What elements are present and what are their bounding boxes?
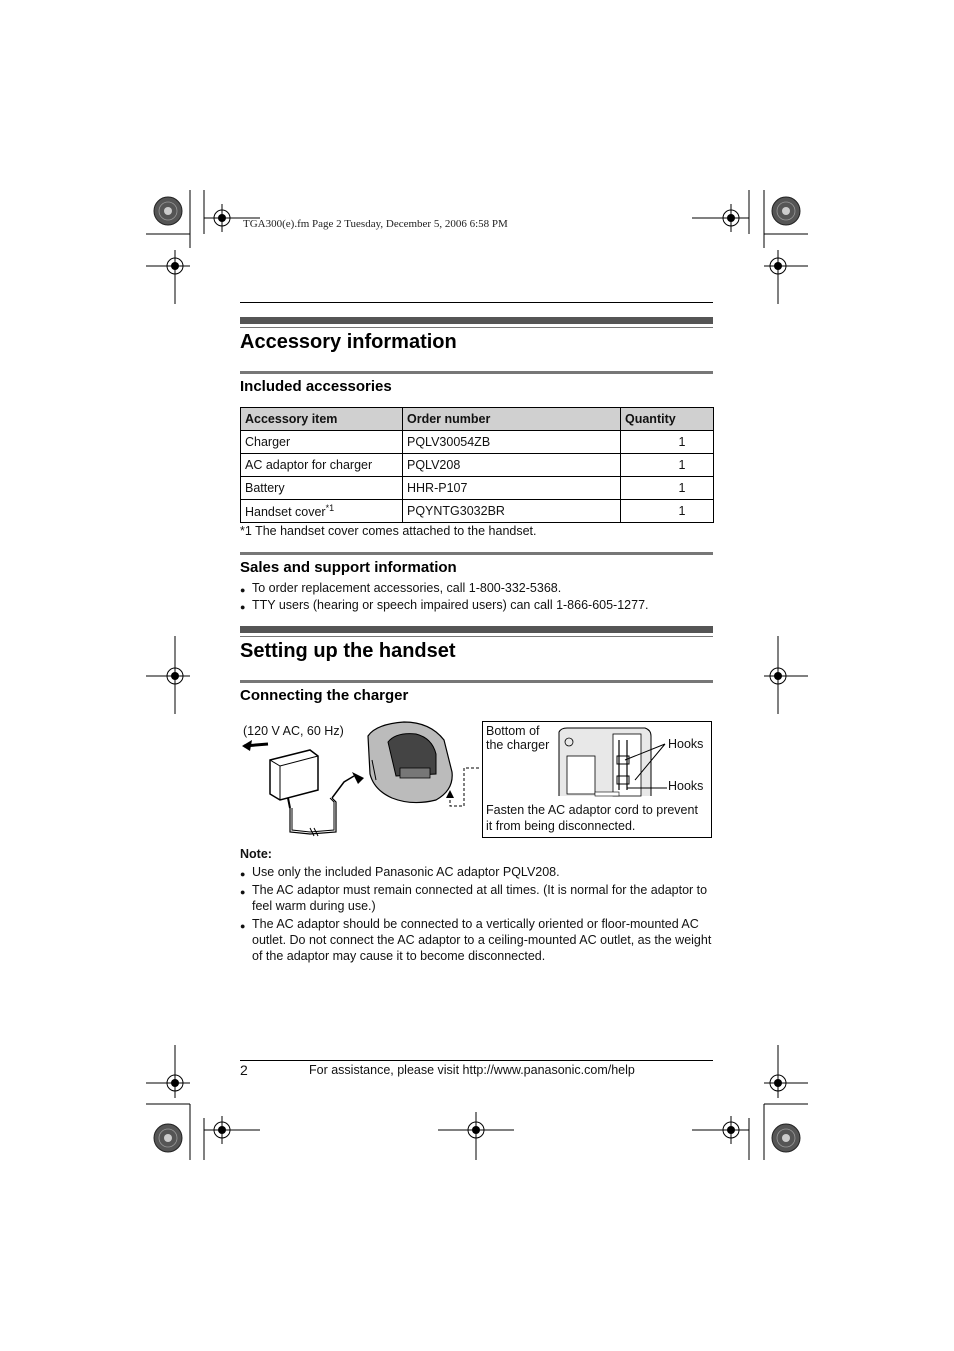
- included-accessories-heading: Included accessories: [240, 378, 392, 395]
- footer-rule: [240, 1060, 713, 1061]
- column-header: Accessory item: [241, 408, 403, 431]
- bullet-icon: ●: [240, 887, 246, 897]
- list-item: ● The AC adaptor must remain connected at all times. (It is normal for the adaptor to feel warm during use.): [240, 883, 708, 913]
- fasten-instruction-line1: Fasten the AC adaptor cord to prevent: [486, 803, 698, 817]
- section-bar: [240, 317, 713, 324]
- cell-order: PQYNTG3032BR: [403, 500, 621, 523]
- cell-order: HHR-P107: [403, 477, 621, 500]
- cell-item: Battery: [241, 477, 403, 500]
- section-bar-thin: [240, 327, 713, 328]
- cell-item: Handset cover: [245, 505, 326, 520]
- bottom-label-line1: Bottom of: [486, 724, 540, 738]
- bullet-icon: ●: [240, 585, 246, 595]
- sales-support-heading: Sales and support information: [240, 559, 457, 576]
- list-item: ● The AC adaptor should be connected to a vertically oriented or floor-mounted AC outlet. Do not connect the AC adaptor to a ceiling-mounted AC outlet, as the weight of the adaptor may cause it to become disconnected.: [240, 917, 712, 963]
- charger-bottom-detail: [482, 721, 712, 838]
- hooks-label-bottom: Hooks: [668, 779, 704, 793]
- accessories-table: [240, 407, 714, 523]
- file-header: TGA300(e).fm Page 2 Tuesday, December 5, 2006 6:58 PM: [243, 218, 508, 230]
- subsection-bar: [240, 552, 713, 555]
- hooks-leader-lines: [613, 736, 673, 806]
- cell-order: PQLV208: [403, 454, 621, 477]
- cell-order: PQLV30054ZB: [403, 431, 621, 454]
- power-rating-label: (120 V AC, 60 Hz): [243, 724, 344, 738]
- page-number: 2: [240, 1062, 248, 1078]
- note-label: Note:: [240, 847, 272, 861]
- list-item: ● TTY users (hearing or speech impaired users) can call 1-866-605-1277.: [240, 597, 714, 613]
- cell-item: Charger: [241, 431, 403, 454]
- subsection-bar: [240, 680, 713, 683]
- list-item: ● Use only the included Panasonic AC adaptor PQLV208.: [240, 864, 714, 880]
- bullet-icon: ●: [240, 869, 246, 879]
- column-header: Order number: [403, 408, 621, 431]
- footer-help-text: For assistance, please visit http://www.panasonic.com/help: [309, 1063, 635, 1077]
- table-footnote: *1 The handset cover comes attached to the handset.: [240, 524, 537, 538]
- page-title-setup: Setting up the handset: [240, 640, 456, 662]
- top-rule: [240, 302, 713, 303]
- cell-qty: 1: [678, 481, 686, 495]
- table-row: [241, 454, 714, 477]
- column-header: Quantity: [621, 408, 714, 431]
- cell-qty: 1: [678, 458, 686, 472]
- bullet-icon: ●: [240, 602, 246, 612]
- bottom-label-line2: the charger: [486, 738, 550, 752]
- bullet-icon: ●: [240, 921, 246, 931]
- list-item: ● To order replacement accessories, call 1-800-332-5368.: [240, 580, 714, 596]
- fasten-instruction-line2: it from being disconnected.: [486, 819, 636, 833]
- cell-qty: 1: [678, 504, 686, 519]
- table-header-row: [241, 408, 714, 431]
- cell-qty: 1: [678, 435, 686, 449]
- section-bar-thin: [240, 636, 713, 637]
- connecting-charger-heading: Connecting the charger: [240, 687, 409, 704]
- section-bar: [240, 626, 713, 633]
- table-row: [241, 477, 714, 500]
- table-row: [241, 500, 714, 523]
- hooks-label-top: Hooks: [668, 737, 704, 751]
- page-title-accessory: Accessory information: [240, 331, 457, 353]
- cell-item: AC adaptor for charger: [241, 454, 403, 477]
- charger-illustration: [240, 720, 480, 840]
- table-row: [241, 431, 714, 454]
- footnote-ref: *1: [325, 503, 335, 513]
- subsection-bar: [240, 371, 713, 374]
